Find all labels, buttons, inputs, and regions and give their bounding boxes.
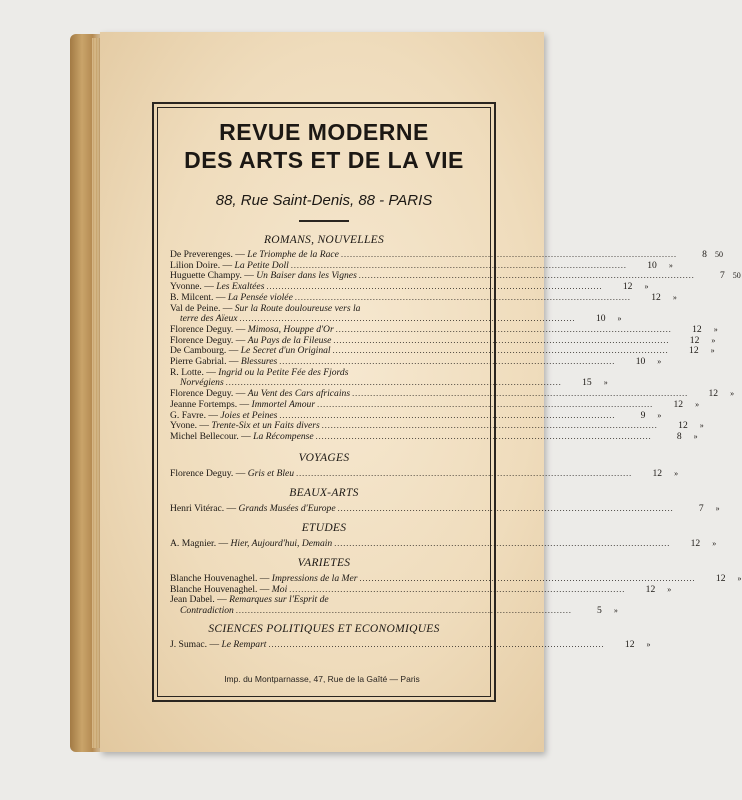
entry-work-title: Contradiction (180, 605, 234, 617)
entry-price: 10 (635, 356, 646, 368)
entry-author: Jeanne Fortemps. (170, 398, 238, 410)
section-title: VARIETES (297, 557, 351, 569)
entry-price-fraction: » (644, 282, 649, 292)
entry-price-fraction: » (603, 378, 608, 388)
entry-price: 15 (582, 377, 592, 389)
catalog-entry (170, 605, 618, 617)
entry-author: Blanche Houvenaghel. (170, 583, 258, 595)
entry-leader-dots (341, 250, 677, 261)
section-title: SCIENCES POLITIQUES ET ECONOMIQUES (208, 623, 440, 635)
entry-author: Lilion Doire. (170, 259, 221, 271)
entry-work-title: Blessures (240, 356, 278, 368)
entry-price-fraction: » (672, 292, 677, 302)
entry-work-title: Norvégiens (180, 377, 224, 389)
entry-price-fraction: » (737, 574, 742, 583)
catalog-entry (170, 468, 679, 480)
entry-work-title: Joies et Peines (220, 409, 278, 421)
entry-price-fraction: » (646, 640, 651, 649)
entry-leader-dots (296, 469, 632, 480)
entry-leader-dots (336, 325, 672, 336)
entry-author: Blanche Houvenaghel. (170, 573, 258, 584)
entry-price-fraction: » (668, 260, 673, 270)
entry-separator: — (233, 323, 248, 335)
catalog-entry (170, 503, 720, 515)
entry-author: G. Favre. (170, 409, 206, 421)
entry-separator: — (214, 594, 230, 606)
entry-price: 12 (690, 538, 701, 549)
entry-price: 12 (689, 334, 700, 346)
entry-leader-dots (333, 346, 669, 357)
entry-separator: — (233, 388, 248, 400)
entry-work-title: Sur la Route douloureuse vers la (234, 302, 361, 314)
entry-author: A. Magnier. (170, 538, 217, 549)
entry-separator: — (201, 281, 217, 293)
entry-author: Pierre Gabrial. (170, 356, 227, 368)
entry-price-fraction: » (657, 410, 662, 420)
entry-separator: — (237, 398, 252, 410)
entry-work-title: Ingrid ou la Petite Fée des Fjords (218, 366, 349, 378)
entry-leader-dots (338, 504, 674, 515)
entry-work-title: Hier, Aujourd'hui, Demain (230, 538, 333, 549)
entry-price-fraction: 50 (714, 250, 723, 259)
section-title: BEAUX-ARTS (289, 487, 359, 499)
entry-price: 12 (673, 398, 684, 410)
entry-separator: — (238, 430, 254, 442)
entry-work-title: La Petite Doll (234, 259, 289, 271)
entry-separator: — (197, 420, 212, 432)
entry-text (170, 606, 234, 617)
entry-price: 10 (595, 313, 606, 325)
entry-work-title: Un Baiser dans les Vignes (256, 270, 357, 282)
entry-work-title: Gris et Bleu (247, 468, 295, 479)
entry-text (170, 640, 266, 651)
entry-separator: — (233, 334, 248, 346)
entry-author: Florence Deguy. (170, 468, 234, 479)
entry-author: Yvone. (170, 420, 198, 432)
entry-separator: — (220, 302, 235, 314)
entry-price-fraction: » (695, 399, 700, 409)
book-back-cover (100, 32, 742, 752)
entry-author: J. Sumac. (170, 639, 208, 650)
section-entries (170, 249, 741, 443)
entry-author: De Cambourg. (170, 345, 227, 357)
entry-leader-dots (333, 336, 669, 347)
entry-author: Val de Peine. (170, 302, 221, 314)
entry-author: Huguette Champy. (170, 270, 242, 282)
entry-price-fraction: » (674, 469, 679, 478)
entry-work-title: Mimosa, Houppe d'Or (247, 323, 334, 335)
entry-separator: — (213, 291, 228, 303)
entry-price: 7 (720, 270, 725, 282)
entry-price: 12 (692, 323, 702, 335)
entry-separator: — (257, 573, 272, 584)
entry-separator: — (224, 503, 239, 514)
entry-price-fraction: » (712, 539, 717, 548)
entry-separator: — (205, 409, 221, 421)
entry-price-fraction: 50 (732, 271, 741, 281)
entry-leader-dots (289, 585, 625, 596)
entry-leader-dots (279, 411, 615, 422)
section-entries (170, 468, 679, 480)
entry-leader-dots (316, 432, 652, 443)
entry-price-fraction: » (699, 421, 704, 431)
entry-work-title: Remarques sur l'Esprit de (229, 594, 329, 606)
entry-author: Florence Deguy. (170, 334, 234, 346)
entry-author: Jean Dabel. (170, 594, 215, 606)
entry-price: 12 (652, 468, 663, 479)
entry-work-title: Le Secret d'un Original (240, 345, 331, 357)
entry-price-fraction: » (667, 584, 672, 594)
entry-author: R. Lotte. (170, 366, 204, 378)
publication-title (154, 118, 494, 174)
entry-leader-dots (266, 282, 602, 293)
entry-author: Yvonne. (170, 281, 202, 293)
entry-author: Florence Deguy. (170, 323, 234, 335)
entry-work-title: Trente-Six et un Faits divers (211, 420, 320, 432)
entry-separator: — (220, 259, 235, 271)
catalog-entry (170, 430, 698, 443)
catalog-frame (152, 102, 742, 702)
section-title: VOYAGES (298, 452, 350, 464)
entry-work-title: Immortel Amour (251, 398, 316, 410)
entry-price-fraction: » (713, 324, 718, 334)
entry-text (170, 504, 336, 515)
entry-price: 12 (708, 388, 719, 400)
entry-price-fraction: » (693, 431, 698, 441)
entry-author: Florence Deguy. (170, 388, 234, 400)
entry-leader-dots (352, 389, 688, 400)
entry-price: 7 (698, 503, 704, 514)
entry-price: 9 (640, 409, 646, 421)
entry-price-fraction: » (715, 504, 720, 513)
entry-work-title: Impressions de la Mer (271, 573, 358, 584)
section-entries (170, 538, 717, 550)
entry-separator: — (226, 345, 241, 357)
entry-text (170, 539, 332, 550)
entry-price: 5 (597, 605, 602, 617)
entry-leader-dots (322, 421, 658, 432)
entry-separator: — (241, 270, 257, 282)
entry-text (170, 469, 294, 480)
entry-work-title: La Pensée violée (227, 291, 293, 303)
entry-separator: — (232, 249, 248, 260)
entry-leader-dots (317, 400, 653, 411)
entry-price: 8 (702, 249, 707, 260)
entry-author: De Preverenges. (170, 249, 233, 260)
entry-work-title: Moi (271, 583, 288, 595)
entry-leader-dots (334, 539, 670, 550)
entry-work-title: terre des Aïeux (180, 313, 238, 325)
entry-price: 12 (651, 291, 661, 303)
entry-price-fraction: » (613, 606, 618, 616)
entry-author: Michel Bellecour. (170, 430, 239, 442)
entry-separator: — (257, 583, 272, 595)
entry-separator: — (203, 366, 219, 378)
entry-separator: — (226, 356, 241, 368)
entry-separator: — (233, 468, 248, 479)
entry-leader-dots (268, 640, 604, 651)
entry-price: 8 (676, 430, 682, 442)
section-title: ETUDES (301, 522, 347, 534)
entry-price: 12 (645, 583, 656, 595)
entry-author: B. Milcent. (170, 291, 214, 303)
entry-work-title: Grands Musées d'Europe (238, 503, 336, 514)
entry-work-title: Les Exaltées (216, 281, 265, 293)
entry-price-fraction: » (617, 314, 622, 324)
entry-price: 12 (689, 345, 699, 357)
entry-leader-dots (359, 271, 695, 282)
section-entries (170, 503, 720, 515)
entry-work-title: Le Rempart (221, 639, 267, 650)
entry-price-fraction: » (730, 389, 735, 399)
title-divider (299, 220, 349, 222)
entry-price: 12 (624, 639, 635, 650)
entry-price-fraction: » (711, 335, 716, 345)
entry-work-title: La Récompense (253, 430, 314, 442)
entry-price-fraction: » (710, 346, 715, 356)
entry-separator: — (216, 538, 231, 549)
catalog-entry (170, 639, 651, 651)
entry-leader-dots (236, 606, 572, 617)
entry-price: 12 (622, 281, 633, 293)
entry-price-fraction: » (657, 357, 662, 367)
entry-work-title: Au Pays de la Fileuse (247, 334, 332, 346)
entry-work-title: Le Triomphe de la Race (247, 249, 339, 260)
entry-price: 12 (678, 420, 688, 432)
printer-imprint: Imp. du Montparnasse, 47, Rue de la Gaîté — Paris (224, 674, 420, 684)
entry-text (170, 432, 314, 443)
entry-separator: — (207, 639, 222, 650)
publisher-address: 88, Rue Saint-Denis, 88 - PARIS (215, 192, 433, 209)
section-entries (170, 639, 651, 651)
title-line-2: DES ARTS ET DE LA VIE (184, 147, 464, 173)
title-line-1: REVUE MODERNE (219, 119, 429, 145)
entry-work-title: Au Vent des Cars africains (247, 388, 351, 400)
section-title: ROMANS, NOUVELLES (263, 234, 385, 246)
entry-price: 10 (647, 259, 657, 271)
catalog-entry (170, 538, 717, 550)
entry-author: Henri Vitérac. (170, 503, 225, 514)
section-entries (170, 573, 742, 617)
entry-price: 12 (715, 573, 726, 584)
